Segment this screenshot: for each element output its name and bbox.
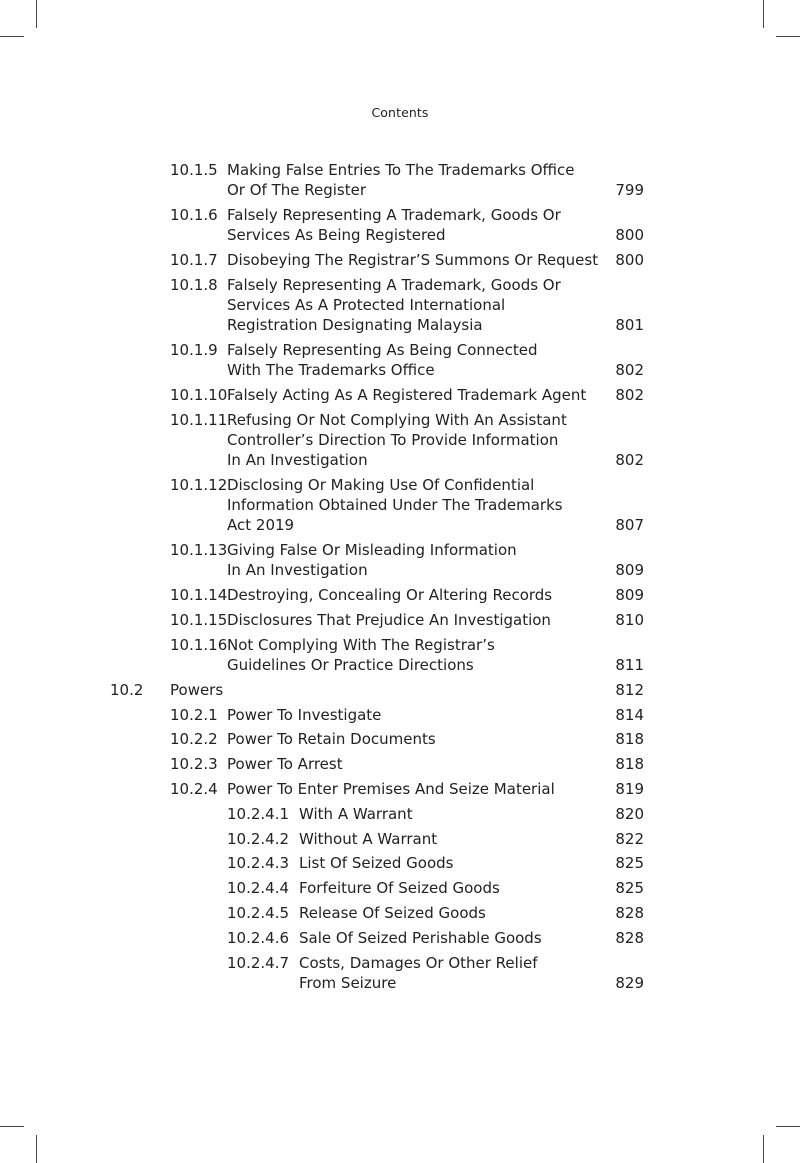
toc-entry-title-line: Power To Arrest — [227, 755, 343, 774]
toc-entry-number: 10.1.11 — [170, 410, 228, 429]
toc-entry-page-number: 800 — [615, 226, 644, 245]
toc-entry-number: 10.1.13 — [170, 541, 228, 560]
toc-entry-title-line: Services As A Protected International — [227, 296, 506, 314]
toc-entry-title-line: Guidelines Or Practice Directions — [227, 656, 474, 674]
toc-entry[interactable] — [0, 275, 800, 336]
toc-entry[interactable] — [0, 340, 800, 380]
toc-entry-number: 10.2.1 — [170, 705, 218, 724]
toc-entry-title — [227, 340, 592, 380]
toc-entry-page-number: 814 — [615, 705, 644, 724]
toc-entry-title — [227, 205, 592, 245]
toc-entry-title — [227, 610, 592, 630]
toc-entry-page-number: 818 — [615, 730, 644, 749]
toc-entry-title — [299, 928, 592, 948]
toc-entry-title-line: Giving False Or Misleading Information — [227, 541, 517, 560]
toc-entry-title — [227, 540, 592, 580]
toc-entry[interactable] — [0, 853, 800, 873]
toc-entry-title-line: Disobeying The Registrar’S Summons Or Request — [227, 251, 599, 269]
toc-entry-title — [227, 385, 592, 405]
toc-entry-number: 10.2.4.6 — [227, 928, 290, 947]
toc-entry-number: 10.2.4 — [170, 779, 218, 798]
toc-entry-page-number: 809 — [615, 561, 644, 580]
toc-entry-title — [299, 903, 592, 923]
toc-entry-number: 10.1.10 — [170, 386, 228, 404]
toc-entry-title — [227, 729, 592, 749]
toc-entry-title — [227, 585, 592, 605]
toc-entry-title-line: In An Investigation — [227, 451, 368, 470]
crop-mark-bottom-left — [36, 1135, 37, 1163]
toc-entry-title-line: With The Trademarks Office — [227, 361, 435, 380]
toc-entry-number: 10.1.14 — [170, 586, 228, 605]
toc-entry[interactable] — [0, 903, 800, 923]
toc-entry-page-number: 825 — [615, 854, 644, 873]
toc-entry-page-number: 802 — [615, 451, 644, 470]
toc-entry-number: 10.2.4.7 — [227, 953, 290, 972]
toc-entry-title-line: Power To Enter Premises And Seize Material — [227, 779, 555, 798]
toc-entry-title — [227, 275, 592, 336]
toc-entry-number: 10.2.2 — [170, 730, 218, 749]
toc-entry[interactable] — [0, 610, 800, 630]
toc-entry-title-line: Disclosures That Prejudice An Investigation — [227, 611, 551, 629]
toc-entry-number: 10.1.8 — [170, 275, 218, 294]
toc-entry-number: 10.1.16 — [170, 635, 228, 654]
crop-mark-top-left-h — [0, 36, 24, 37]
toc-entry-page-number: 807 — [615, 516, 644, 535]
toc-entry-number: 10.1.15 — [170, 611, 228, 629]
toc-entry[interactable] — [0, 829, 800, 849]
toc-entry-title-line: Falsely Representing A Trademark, Goods Or — [227, 275, 561, 294]
toc-entry[interactable] — [0, 878, 800, 898]
toc-entry[interactable] — [0, 928, 800, 948]
toc-entry[interactable] — [0, 729, 800, 749]
crop-mark-bottom-left-h — [0, 1126, 24, 1127]
toc-entry-title-line: Making False Entries To The Trademarks Office — [227, 161, 575, 179]
toc-entry-title-line: Controller’s Direction To Provide Information — [227, 431, 559, 449]
toc-entry[interactable] — [0, 540, 800, 580]
toc-entry-page-number: 818 — [615, 755, 644, 774]
toc-entry-number: 10.1.6 — [170, 206, 218, 224]
toc-entry-title-line: Services As Being Registered — [227, 226, 446, 245]
toc-entry-page-number: 811 — [615, 656, 644, 674]
toc-entry-title — [227, 754, 592, 774]
toc-entry-title-line: Costs, Damages Or Other Relief — [299, 953, 538, 972]
toc-entry-number: 10.2.4.4 — [227, 879, 290, 898]
toc-entry-page-number: 828 — [615, 928, 644, 947]
toc-entry-page-number: 799 — [615, 181, 644, 200]
toc-entry-title-line: Destroying, Concealing Or Altering Records — [227, 586, 553, 605]
toc-entry-title — [299, 853, 592, 873]
toc-entry-title-line: Falsely Representing A Trademark, Goods Or — [227, 206, 561, 224]
crop-mark-bottom-right — [763, 1135, 764, 1163]
toc-entry-title-line: From Seizure — [299, 973, 397, 992]
toc-entry-page-number: 812 — [615, 680, 644, 699]
toc-entry[interactable] — [0, 953, 800, 993]
toc-entry-page-number: 802 — [615, 361, 644, 380]
toc-entry-title-line: With A Warrant — [299, 804, 413, 823]
toc-entry-title-line: Sale Of Seized Perishable Goods — [299, 928, 542, 947]
toc-entry[interactable] — [0, 635, 800, 675]
crop-mark-top-right — [763, 0, 764, 28]
toc-entry-title-line: Not Complying With The Registrar’s — [227, 635, 495, 654]
toc-entry-title — [227, 635, 592, 675]
toc-entry[interactable] — [0, 205, 800, 245]
toc-entry-title — [299, 953, 592, 993]
toc-entry-title-line: Information Obtained Under The Trademarks — [227, 496, 563, 515]
toc-entry-title-line: Power To Investigate — [227, 705, 382, 724]
toc-entry[interactable] — [0, 585, 800, 605]
toc-entry-number: 10.1.5 — [170, 161, 218, 179]
toc-entry-page-number: 829 — [615, 973, 644, 992]
toc-entry-title-line: Refusing Or Not Complying With An Assistant — [227, 410, 567, 429]
toc-entry[interactable] — [0, 754, 800, 774]
toc-entry[interactable] — [0, 779, 800, 799]
toc-entry-title — [299, 829, 592, 849]
toc-entry-page-number: 820 — [615, 804, 644, 823]
toc-entry-title-line: Falsely Representing As Being Connected — [227, 341, 538, 359]
toc-entry-title — [299, 878, 592, 898]
toc-entry-title — [227, 705, 592, 725]
running-header: Contents — [371, 105, 429, 120]
toc-entry-title — [227, 250, 599, 270]
toc-entry-number: 10.1.12 — [170, 476, 228, 494]
toc-entry-title-line: Without A Warrant — [299, 829, 438, 848]
toc-entry[interactable] — [0, 680, 800, 700]
toc-entry-title — [227, 475, 592, 536]
toc-entry[interactable] — [0, 410, 800, 471]
toc-entry-page-number: 801 — [615, 316, 644, 335]
toc-entry-number: 10.2.4.2 — [227, 829, 290, 848]
toc-entry[interactable] — [0, 385, 800, 405]
crop-mark-bottom-right-h — [776, 1126, 800, 1127]
toc-entry-page-number: 810 — [615, 611, 644, 629]
toc-entry-title-line: List Of Seized Goods — [299, 854, 454, 873]
toc-entry-number: 10.2.4.3 — [227, 854, 290, 873]
toc-entry[interactable] — [0, 160, 800, 200]
toc-entry-number: 10.1.9 — [170, 341, 218, 359]
toc-entry-number: 10.2 — [110, 680, 144, 699]
toc-entry-title-line: Act 2019 — [227, 516, 295, 535]
toc-entry[interactable] — [0, 705, 800, 725]
toc-entry-number: 10.2.3 — [170, 755, 218, 774]
toc-entry-page-number: 802 — [615, 386, 644, 404]
toc-entry-title-line: Disclosing Or Making Use Of Confidential — [227, 476, 535, 494]
toc-entry-title-line: Power To Retain Documents — [227, 730, 436, 749]
toc-entry[interactable] — [0, 250, 800, 270]
toc-entry[interactable] — [0, 475, 800, 536]
crop-mark-top-left — [36, 0, 37, 28]
toc-entry-title-line: In An Investigation — [227, 561, 368, 580]
toc-entry-page-number: 822 — [615, 829, 644, 848]
toc-entry-title — [227, 779, 592, 799]
toc-entry-number: 10.2.4.5 — [227, 903, 290, 922]
toc-entry-page-number: 819 — [615, 779, 644, 798]
toc-entry-title — [170, 680, 592, 700]
table-of-contents — [0, 160, 800, 998]
toc-entry-title — [227, 160, 592, 200]
toc-entry-title-line: Forfeiture Of Seized Goods — [299, 879, 500, 898]
toc-entry-page-number: 800 — [615, 251, 644, 269]
toc-entry-title-line: Powers — [170, 680, 224, 699]
toc-entry-page-number: 825 — [615, 879, 644, 898]
toc-entry-title-line: Registration Designating Malaysia — [227, 316, 483, 335]
toc-entry-number: 10.1.7 — [170, 251, 218, 269]
toc-entry-title-line: Or Of The Register — [227, 181, 367, 200]
toc-entry-title-line: Release Of Seized Goods — [299, 903, 486, 922]
crop-mark-top-right-h — [776, 36, 800, 37]
toc-entry[interactable] — [0, 804, 800, 824]
toc-entry-title — [227, 410, 592, 471]
toc-entry-title — [299, 804, 592, 824]
toc-entry-page-number: 828 — [615, 903, 644, 922]
toc-entry-page-number: 809 — [615, 586, 644, 605]
toc-entry-number: 10.2.4.1 — [227, 804, 290, 823]
toc-entry-title-line: Falsely Acting As A Registered Trademark Agent — [227, 386, 587, 404]
